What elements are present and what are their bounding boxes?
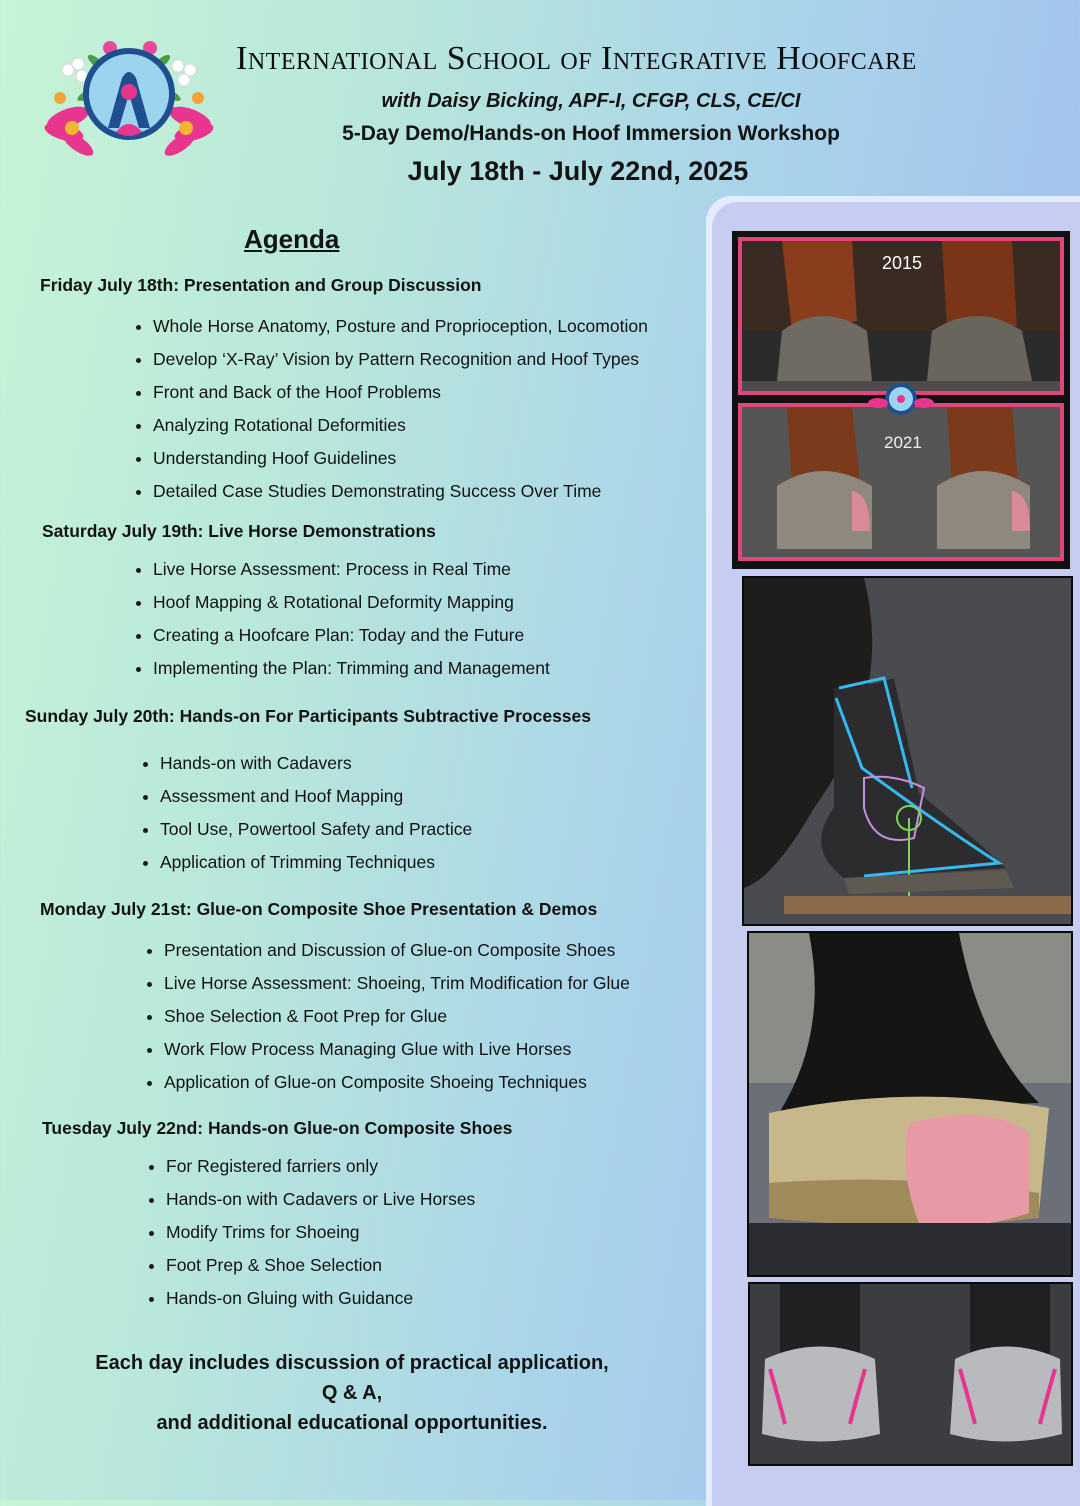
list-item: Presentation and Discussion of Glue-on Composite Shoes <box>146 934 630 967</box>
list-item: Whole Horse Anatomy, Posture and Proprioception, Locomotion <box>135 310 648 343</box>
day-heading-monday: Monday July 21st: Glue-on Composite Shoe Presentation & Demos <box>40 899 598 919</box>
agenda-heading: Agenda <box>244 224 340 254</box>
workshop-name: 5-Day Demo/Hands-on Hoof Immersion Workshop <box>342 122 840 145</box>
footer-line: Each day includes discussion of practical application, <box>95 1352 609 1374</box>
list-item: Application of Trimming Techniques <box>142 846 472 879</box>
list-item: Application of Glue-on Composite Shoeing Techniques <box>146 1066 630 1099</box>
list-item: Hands-on Gluing with Guidance <box>148 1282 475 1315</box>
monday-items <box>146 934 630 1099</box>
day-heading-tuesday: Tuesday July 22nd: Hands-on Glue-on Composite Shoes <box>42 1118 513 1138</box>
school-title: International School of Integrative Hoofcare <box>236 40 917 77</box>
year-label-2015: 2015 <box>882 253 923 273</box>
before-after-photo <box>732 231 1070 569</box>
list-item: Modify Trims for Shoeing <box>148 1216 475 1249</box>
tuesday-items <box>148 1150 475 1315</box>
list-item: Assessment and Hoof Mapping <box>142 780 472 813</box>
hoof-mapping-photo <box>742 576 1073 926</box>
year-label-2021: 2021 <box>884 433 922 452</box>
list-item: Foot Prep & Shoe Selection <box>148 1249 475 1282</box>
workshop-dates: July 18th - July 22nd, 2025 <box>407 156 749 186</box>
composite-shoes-photo <box>748 1282 1073 1466</box>
day-heading-saturday: Saturday July 19th: Live Horse Demonstrations <box>42 521 436 541</box>
list-item: Work Flow Process Managing Glue with Live Horses <box>146 1033 630 1066</box>
day-heading-sunday: Sunday July 20th: Hands-on For Participants Subtractive Processes <box>25 706 591 726</box>
list-item: Understanding Hoof Guidelines <box>135 442 648 475</box>
day-heading-friday: Friday July 18th: Presentation and Group Discussion <box>40 275 482 295</box>
list-item: For Registered farriers only <box>148 1150 475 1183</box>
logo <box>38 36 220 156</box>
footer-line: Q & A, <box>321 1382 383 1404</box>
list-item: Front and Back of the Hoof Problems <box>135 376 648 409</box>
list-item: Hoof Mapping & Rotational Deformity Mapping <box>135 586 550 619</box>
list-item: Hands-on with Cadavers or Live Horses <box>148 1183 475 1216</box>
list-item: Develop ‘X-Ray’ Vision by Pattern Recognition and Hoof Types <box>135 343 648 376</box>
list-item: Shoe Selection & Foot Prep for Glue <box>146 1000 630 1033</box>
footer-line: and additional educational opportunities. <box>156 1412 548 1434</box>
saturday-items <box>135 553 550 685</box>
glue-on-shoe-photo <box>747 931 1073 1277</box>
list-item: Tool Use, Powertool Safety and Practice <box>142 813 472 846</box>
instructor-credentials: with Daisy Bicking, APF-I, CFGP, CLS, CE/CI <box>381 90 801 112</box>
list-item: Live Horse Assessment: Process in Real Time <box>135 553 550 586</box>
list-item: Detailed Case Studies Demonstrating Success Over Time <box>135 475 648 508</box>
friday-items <box>135 310 648 508</box>
list-item: Implementing the Plan: Trimming and Management <box>135 652 550 685</box>
footer-note <box>40 1348 664 1438</box>
hoof-flower-logo-icon <box>38 36 220 156</box>
list-item: Live Horse Assessment: Shoeing, Trim Modification for Glue <box>146 967 630 1000</box>
list-item: Creating a Hoofcare Plan: Today and the Future <box>135 619 550 652</box>
sunday-items <box>142 747 472 879</box>
list-item: Analyzing Rotational Deformities <box>135 409 648 442</box>
list-item: Hands-on with Cadavers <box>142 747 472 780</box>
